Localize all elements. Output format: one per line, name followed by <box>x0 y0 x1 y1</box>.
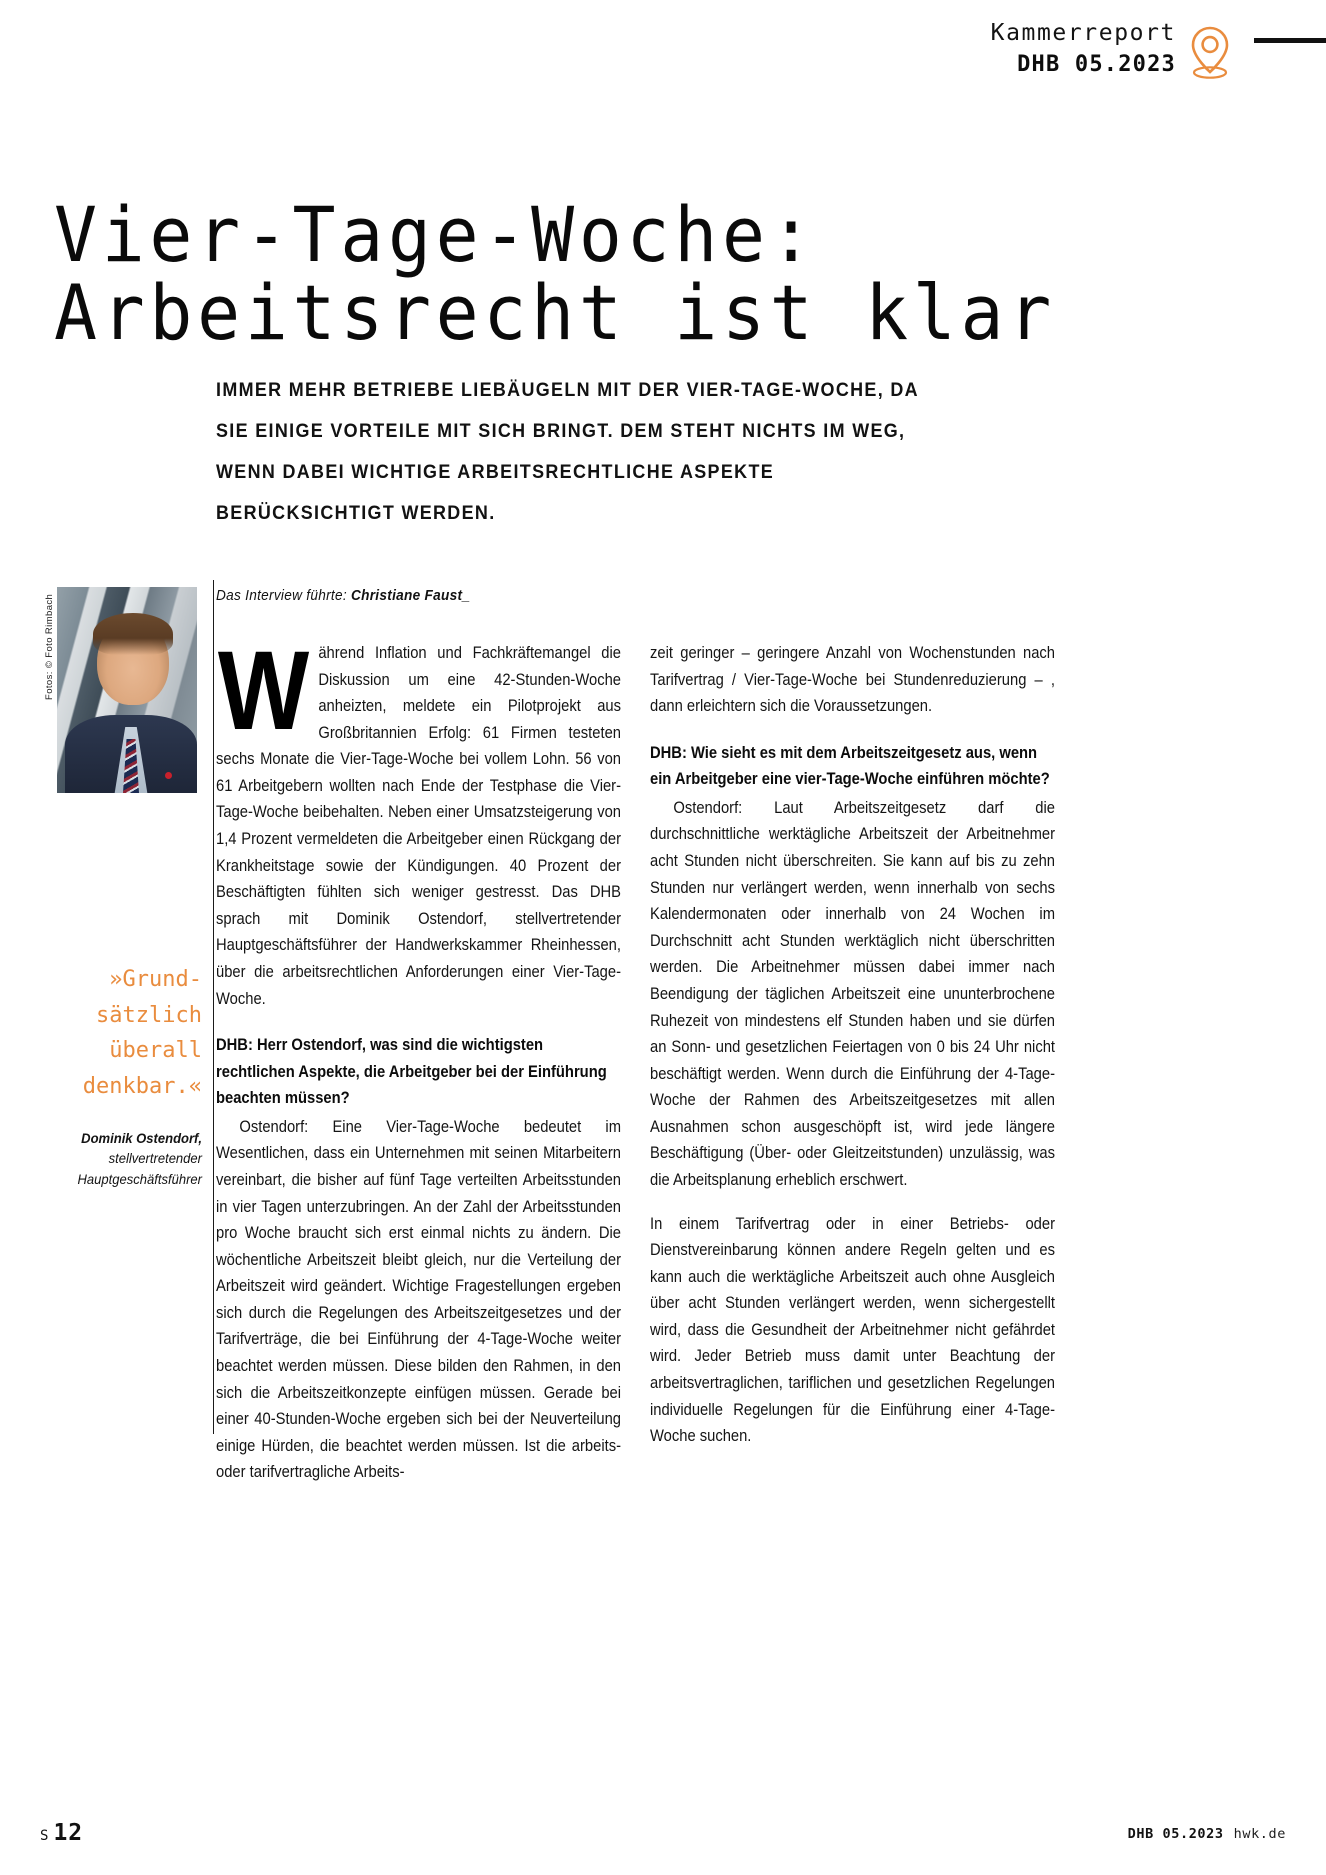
portrait-photo <box>57 587 197 793</box>
body-column-left <box>216 628 621 1482</box>
pull-quote-line: »Grund- <box>109 967 202 992</box>
byline-prefix: Das Interview führte: <box>216 588 351 604</box>
byline-author: Christiane Faust_ <box>350 588 471 604</box>
page-title-line-2: Arbeitsrecht ist klar <box>54 267 1056 357</box>
pull-quote-line: sätzlich <box>96 1002 202 1028</box>
answer-2: Ostendorf: Laut Arbeitszeitgesetz darf die durchschnittliche werktägliche Arbeitszeit der Arbeitnehmer acht Stunden nicht überschreiten. Sie kann auf bis zu zehn Stunden nur verlängert werden, wenn innerhalb von sechs Kalendermonaten oder innerhalb von 24 Wochen im Durchschnitt acht Stunden werktäglich nicht überschritten werden. Die Arbeitnehmer müssen dabei immer nach Beendigung der täglichen Arbeitszeit eine ununterbrochene Ruhezeit von mindestens elf Stunden haben und sie dürfen an Sonn- und gesetzlichen Feiertagen von 0 bis 24 Uhr nicht beschäftigt werden. Wenn durch die Einführung der 4-Tage-Woche der Rahmen des Arbeitszeitgesetzes mit allen Ausnahmen schon ausgeschöpft ist, wird jede längere Beschäftigung (Über- oder Gleitzeitstunden) unzulässig, was die Arbeitsplanung erheblich erschwert. <box>650 798 1055 1189</box>
attribution-name: Dominik Ostendorf, <box>81 1130 202 1146</box>
pull-quote <box>54 962 202 1105</box>
pull-quote-attribution <box>51 1128 202 1189</box>
masthead-text <box>991 22 1176 76</box>
standfirst: IMMER MEHR BETRIEBE LIEBÄUGELN MIT DER VIER-TAGE-WOCHE, DA SIE EINIGE VORTEILE MIT SICH BRINGT. DEM STEHT NICHTS IM WEG, WENN DABEI WICHTIGE ARBEITSRECHTLICHE ASPEKTE BERÜCKSICHTIGT WERDEN. <box>216 379 919 524</box>
column-rule-bottom <box>213 1196 214 1434</box>
footer-section-letter: S <box>40 1828 50 1844</box>
drop-cap: W <box>217 628 310 753</box>
pull-quote-line: denkbar.« <box>82 1073 202 1099</box>
attribution-role-2: Hauptgeschäftsführer <box>77 1170 202 1187</box>
masthead <box>0 22 1326 87</box>
page-title <box>54 190 1056 357</box>
page-title-line-1: Vier-Tage-Woche: <box>54 190 818 279</box>
footer-website: hwk.de <box>1233 1826 1286 1842</box>
answer-3: In einem Tarifvertrag oder in einer Betriebs- oder Dienstvereinbarung können andere Regeln gelten und es kann auch die werktägliche Arbeitszeit auch ohne Ausgleich über acht Stunden verlängert werden, wenn sichergestellt wird, dass die Gesundheit der Arbeitnehmer nicht gefährdet wird. Jeder Betrieb muss damit unter Beachtung der arbeitsvertraglichen, tariflichen und gesetzlichen Regelungen individuelle Regelungen für die Einführung einer 4-Tage-Woche suchen. <box>650 1214 1055 1446</box>
question-1: DHB: Herr Ostendorf, was sind die wichtigsten rechtlichen Aspekte, die Arbeitgeber bei der Einführung beachten müssen? <box>216 1036 607 1108</box>
footer-meta <box>1128 1826 1286 1842</box>
question-2: DHB: Wie sieht es mit dem Arbeitszeitgesetz aus, wenn ein Arbeitgeber eine vier-Tage-Woche einführen möchte? <box>650 743 1050 789</box>
body-column-right <box>650 640 1055 1740</box>
answer-1: Ostendorf: Eine Vier-Tage-Woche bedeutet im Wesentlichen, dass ein Unternehmen mit seinen Mitarbeitern vereinbart, die bisher auf fünf Tage verteilten Arbeitsstunden in vier Tagen unterzubringen. An der Zahl der Arbeitsstunden pro Woche braucht sich erst einmal nichts zu ändern. Die wöchentliche Arbeitszeit bleibt gleich, nur die Verteilung der Arbeitszeit wird geändert. Wichtige Fragestellungen ergeben sich durch die Regelungen des Arbeitszeitgesetzes und der Tarifverträge, die bei Einführung der 4-Tage-Woche weiter beachtet werden müssen. Diese bilden den Rahmen, in den sich die Arbeitszeitkonzepte einfügen müssen. Gerade bei einer 40-Stunden-Woche ergeben sich bei der Neuverteilung einige Hürden, die beachtet werden müssen. Ist die arbeits- oder tarifvertragliche Arbeits- <box>216 1117 621 1482</box>
footer-issue: DHB 05.2023 <box>1127 1826 1224 1842</box>
answer-1-continued: zeit geringer – geringere Anzahl von Wochenstunden nach Tarifvertrag / Vier-Tage-Woche bei Stundenreduzierung – , dann erleichtern sich die Voraussetzungen. <box>650 644 1055 716</box>
masthead-issue: DHB 05.2023 <box>1017 52 1176 77</box>
masthead-rule <box>1254 38 1326 43</box>
byline <box>216 588 470 604</box>
photo-hair <box>93 613 173 655</box>
masthead-kicker: Kammerreport <box>990 20 1176 46</box>
attribution-role-1: stellvertretender <box>108 1150 202 1167</box>
location-pin-icon <box>1188 24 1232 87</box>
pull-quote-line: überall <box>109 1038 202 1064</box>
photo-lapel-pin <box>165 772 172 779</box>
intro-paragraph: ährend Inflation und Fachkräftemangel die Diskussion um eine 42-Stunden-Woche anheizten, meldete ein Pilotprojekt aus Großbritannien Erfolg: 61 Firmen testeten sechs Monate die Vier-Tage-Woche bei vollem Lohn. 56 von 61 Arbeitgebern wollten nach Ende der Testphase die Vier-Tage-Woche beibehalten. Neben einer Umsatzsteigerung von 1,4 Prozent vermeldeten die Arbeitgeber einen Rückgang der Krankheitstage sowie der Kündigungen. 40 Prozent der Beschäftigten fühlten sich weniger gestresst. Das DHB sprach mit Dominik Ostendorf, stellvertretender Hauptgeschäftsführer der Handwerkskammer Rheinhessen, über die arbeitsrechtlichen Anforderungen einer Vier-Tage-Woche. <box>216 644 621 1008</box>
footer-page-value: 12 <box>53 1820 84 1846</box>
photo-credit: Fotos: © Foto Rimbach <box>44 593 55 700</box>
footer-page-number <box>40 1820 83 1846</box>
